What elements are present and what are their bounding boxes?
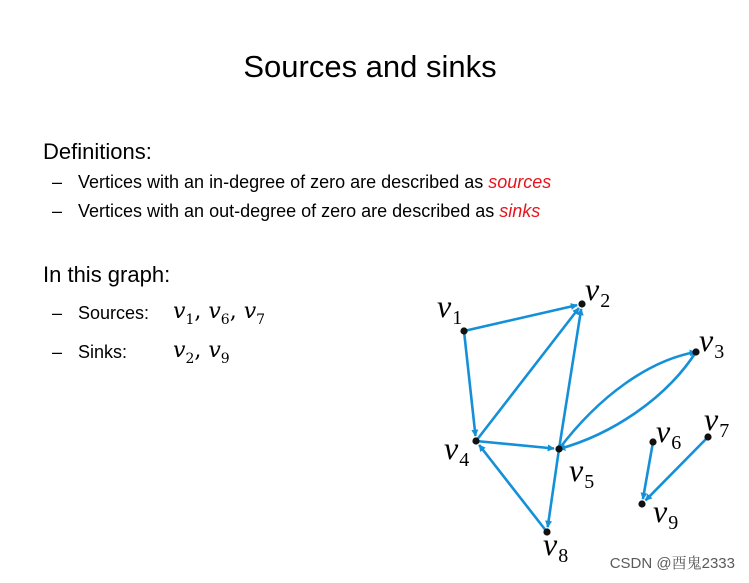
bullet-dash: –: [52, 201, 63, 221]
edge-v4-to-v5: [476, 441, 554, 449]
source-vertex: $v_7$: [243, 299, 266, 328]
source-vertex: $v_6$: [208, 299, 230, 328]
vertex-label-v6: $v_6$: [656, 413, 682, 454]
edge-v1-to-v4: [464, 331, 476, 436]
vertex-label-v1: $v_1$: [437, 288, 463, 329]
vertex-label-v9: $v_9$: [653, 493, 679, 534]
vertex-label-v4: $v_4$: [444, 430, 470, 471]
bullet-dash: –: [52, 342, 63, 362]
edge-v5-to-v8: [548, 449, 559, 527]
vertex-label-v7: $v_7$: [704, 401, 730, 442]
graph-heading: In this graph:: [43, 262, 171, 287]
source-vertex: $v_1$: [173, 299, 195, 328]
sources-list: $v_1$, $v_6$, $v_7$: [173, 299, 266, 328]
sources-label: Sources:: [78, 303, 150, 323]
edge-v1-to-v2: [464, 305, 577, 331]
vertex-label-v2: $v_2$: [585, 271, 611, 312]
vertex-label-v8: $v_8$: [543, 526, 569, 567]
definitions-heading: Definitions:: [43, 139, 152, 164]
bullet-dash: –: [52, 303, 63, 323]
edge-v6-to-v9: [643, 442, 653, 499]
edge-v8-to-v4: [479, 445, 547, 532]
watermark-text: CSDN @酉鬼2333: [609, 555, 735, 572]
definition-text: Vertices with an in-degree of zero are described as: [78, 172, 489, 192]
sinks-list: $v_2$, $v_9$: [173, 338, 230, 367]
bullet-dash: –: [52, 172, 63, 192]
slide-title: Sources and sinks: [243, 49, 497, 84]
sink-vertex: $v_9$: [208, 338, 230, 367]
vertex-v9: [638, 500, 645, 507]
term-sources: sources: [488, 172, 552, 192]
sinks-label: Sinks:: [78, 342, 128, 362]
vertex-v4: [472, 437, 479, 444]
term-sinks: sinks: [499, 201, 541, 221]
vertex-v5: [555, 445, 562, 452]
vertex-label-v3: $v_3$: [699, 322, 725, 363]
edges-layer: [464, 305, 708, 532]
vertex-label-v5: $v_5$: [569, 452, 595, 493]
definition-text: Vertices with an out-degree of zero are described as: [78, 201, 500, 221]
sink-vertex: $v_2$: [173, 338, 195, 367]
